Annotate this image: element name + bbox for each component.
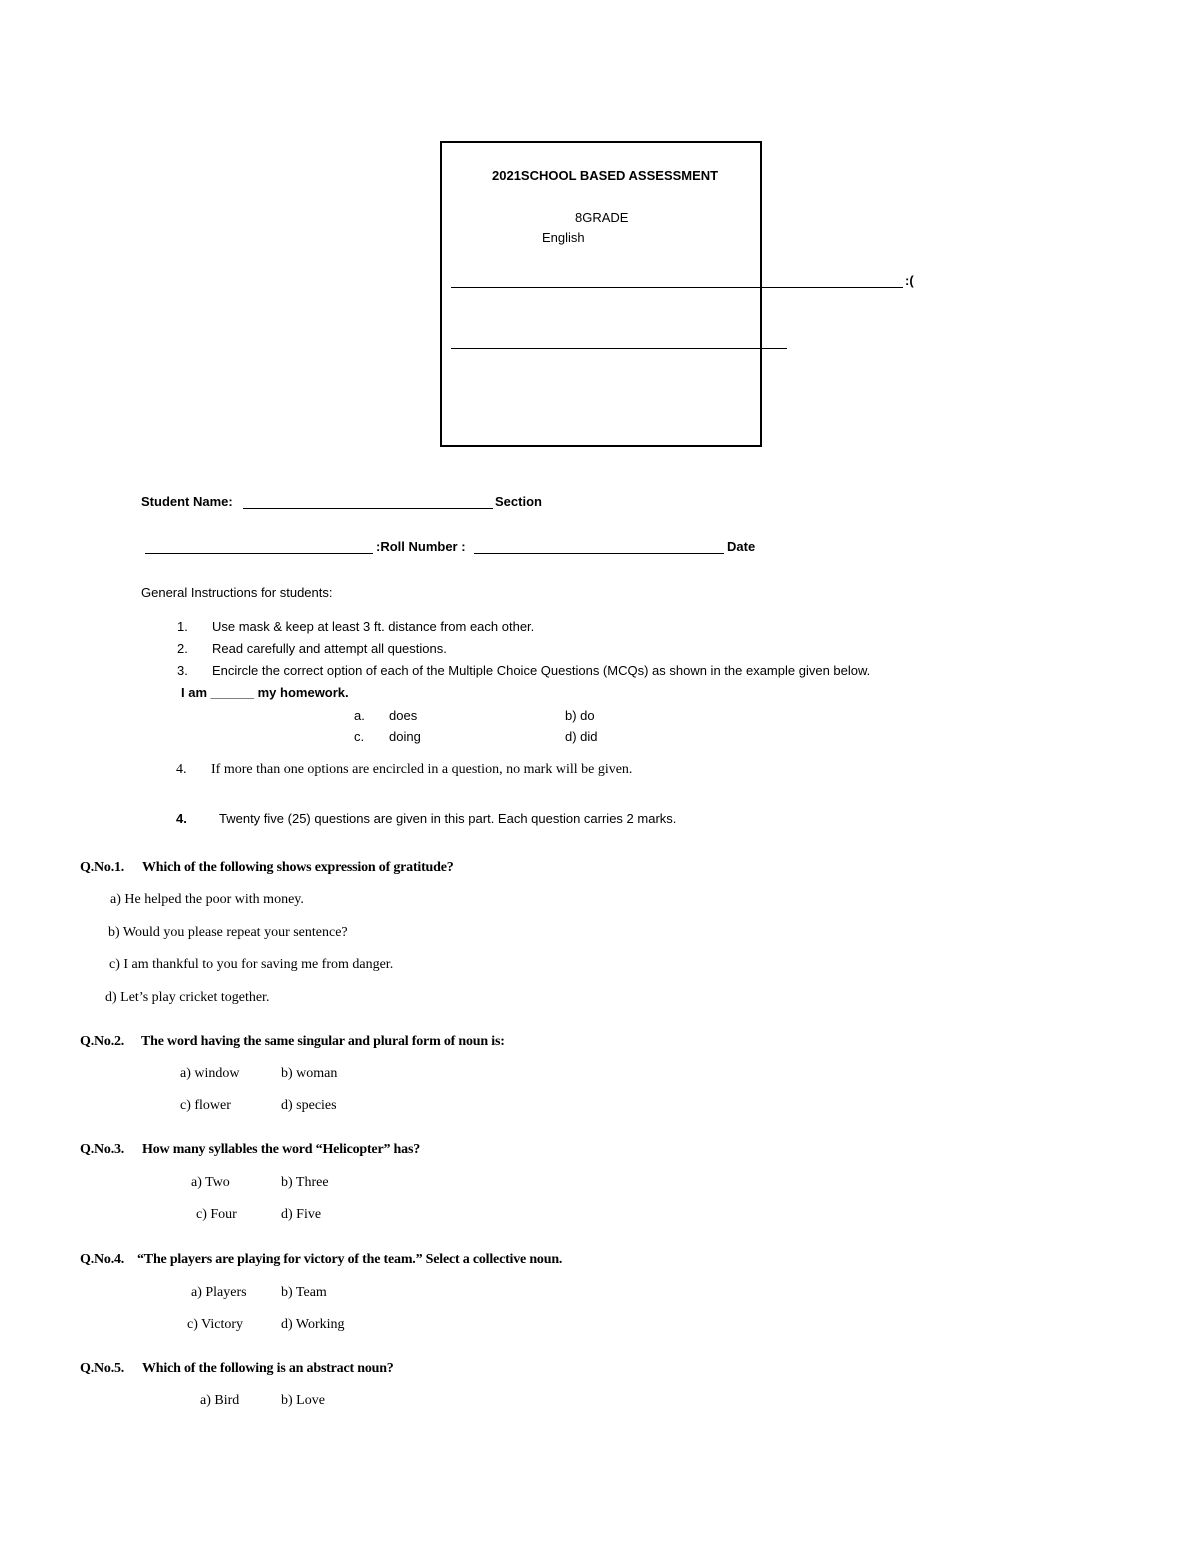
answer-option[interactable]: c) Four	[196, 1207, 237, 1222]
example-option-text: doing	[389, 729, 421, 744]
question-label: Q.No.2.	[80, 1034, 125, 1049]
header-box	[440, 141, 762, 447]
answer-option[interactable]: d) Working	[281, 1317, 345, 1332]
header-blank-line-2	[451, 348, 787, 349]
student-name-field[interactable]	[243, 508, 493, 509]
instruction-text: Twenty five (25) questions are given in this part. Each question carries 2 marks.	[219, 811, 677, 826]
question-text: Which of the following shows expression of gratitude?	[142, 860, 454, 875]
header-blank-line-1	[451, 287, 903, 288]
instruction-number: 4.	[176, 811, 187, 826]
roll-number-field[interactable]	[474, 553, 724, 554]
answer-option[interactable]: b) Three	[281, 1175, 329, 1190]
answer-option[interactable]: b) Love	[281, 1393, 325, 1408]
question-text: “The players are playing for victory of the team.” Select a collective noun.	[137, 1252, 563, 1267]
instructions-heading: General Instructions for students:	[141, 585, 333, 600]
answer-option[interactable]: c) flower	[180, 1098, 231, 1113]
answer-option[interactable]: d) Let’s play cricket together.	[105, 990, 270, 1005]
section-field[interactable]	[145, 553, 373, 554]
answer-option[interactable]: b) Would you please repeat your sentence?	[108, 925, 348, 940]
assessment-title: 2021SCHOOL BASED ASSESSMENT	[492, 168, 719, 183]
grade-label: 8GRADE	[575, 210, 629, 225]
instruction-number: 2.	[177, 641, 188, 656]
student-name-label: Student Name:	[141, 494, 233, 509]
question-text: The word having the same singular and plural form of noun is:	[141, 1034, 505, 1049]
header-line-suffix: :(	[905, 273, 914, 288]
question-label: Q.No.3.	[80, 1142, 125, 1157]
example-option-label: c.	[354, 729, 365, 744]
answer-option[interactable]: a) Players	[191, 1285, 247, 1300]
example-option-text: does	[389, 708, 418, 723]
question-label: Q.No.4.	[80, 1252, 125, 1267]
example-option-label: b) do	[565, 708, 595, 723]
answer-option[interactable]: b) woman	[281, 1066, 338, 1081]
subject-label: English	[542, 230, 585, 245]
question-text: How many syllables the word “Helicopter” has?	[142, 1142, 420, 1157]
instruction-number: 1.	[177, 619, 188, 634]
date-label: Date	[727, 539, 756, 554]
example-option-label: d) did	[565, 729, 598, 744]
question-text: Which of the following is an abstract noun?	[142, 1361, 394, 1376]
answer-option[interactable]: d) Five	[281, 1207, 322, 1222]
answer-option[interactable]: a) He helped the poor with money.	[110, 892, 304, 907]
instruction-text: Use mask & keep at least 3 ft. distance from each other.	[212, 619, 535, 634]
section-label: Section	[495, 494, 542, 509]
question-label: Q.No.5.	[80, 1361, 125, 1376]
answer-option[interactable]: c) I am thankful to you for saving me from danger.	[109, 957, 394, 972]
answer-option[interactable]: b) Team	[281, 1285, 327, 1300]
answer-option[interactable]: a) window	[180, 1066, 240, 1081]
instruction-number: 4.	[176, 762, 187, 777]
instruction-number: 3.	[177, 663, 188, 678]
answer-option[interactable]: c) Victory	[187, 1317, 244, 1332]
example-option-label: a.	[354, 708, 365, 723]
roll-number-label: :Roll Number :	[376, 539, 466, 554]
instruction-text: Read carefully and attempt all questions.	[212, 641, 447, 656]
answer-option[interactable]: a) Two	[191, 1175, 230, 1190]
question-label: Q.No.1.	[80, 860, 125, 875]
instruction-text: If more than one options are encircled in a question, no mark will be given.	[211, 762, 633, 777]
instruction-text: Encircle the correct option of each of the Multiple Choice Questions (MCQs) as shown in the example given below.	[212, 663, 871, 678]
answer-option[interactable]: d) species	[281, 1098, 337, 1113]
answer-option[interactable]: a) Bird	[200, 1393, 240, 1408]
example-sentence: I am ______ my homework.	[181, 685, 349, 700]
